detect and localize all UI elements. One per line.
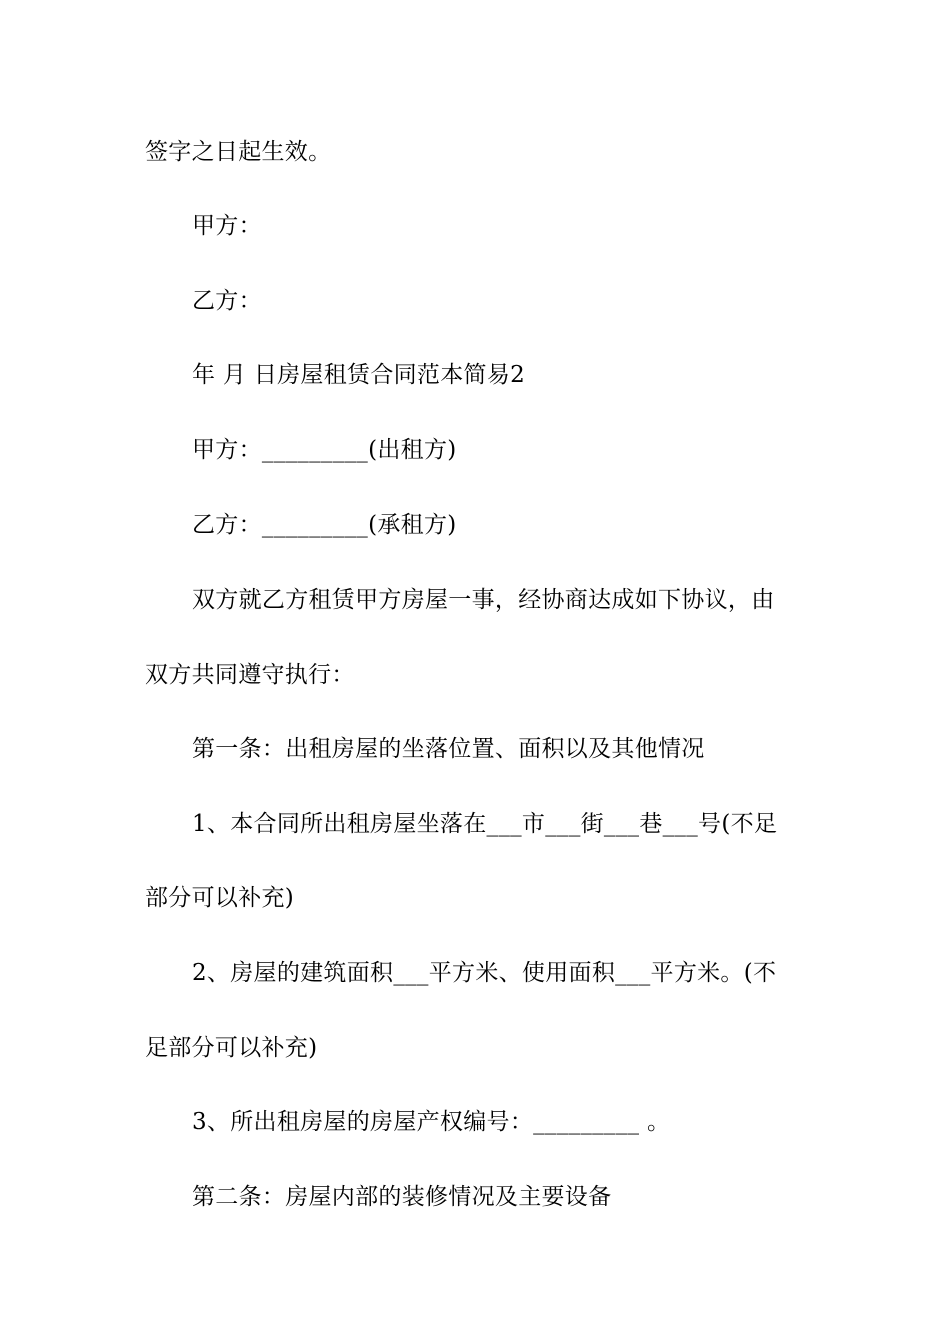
clause-1-location-line-2: 部分可以补充) xyxy=(145,885,295,911)
article-1-heading: 第一条：出租房屋的坐落位置、面积以及其他情况 xyxy=(192,736,705,762)
article-2-heading: 第二条：房屋内部的装修情况及主要设备 xyxy=(192,1184,612,1210)
agreement-intro-line-1: 双方就乙方租赁甲方房屋一事，经协商达成如下协议，由 xyxy=(192,587,775,613)
party-b-signature-label: 乙方： xyxy=(192,288,262,314)
clause-1-location-line-1: 1、本合同所出租房屋坐落在___市___街___巷___号(不足 xyxy=(192,811,778,837)
party-b-lessee-line: 乙方：_________(承租方) xyxy=(192,512,457,538)
paragraph-effective-line: 签字之日起生效。 xyxy=(145,139,332,165)
agreement-intro-line-2: 双方共同遵守执行： xyxy=(145,662,355,688)
party-a-signature-label: 甲方： xyxy=(192,213,262,239)
party-a-lessor-line: 甲方：_________(出租方) xyxy=(192,437,457,463)
clause-2-area-line-1: 2、房屋的建筑面积___平方米、使用面积___平方米。(不 xyxy=(192,960,777,986)
date-and-contract-title: 年 月 日房屋租赁合同范本简易2 xyxy=(192,362,526,388)
clause-2-area-line-2: 足部分可以补充) xyxy=(145,1035,318,1061)
clause-3-property-number: 3、所出租房屋的房屋产权编号：_________ 。 xyxy=(192,1109,671,1135)
